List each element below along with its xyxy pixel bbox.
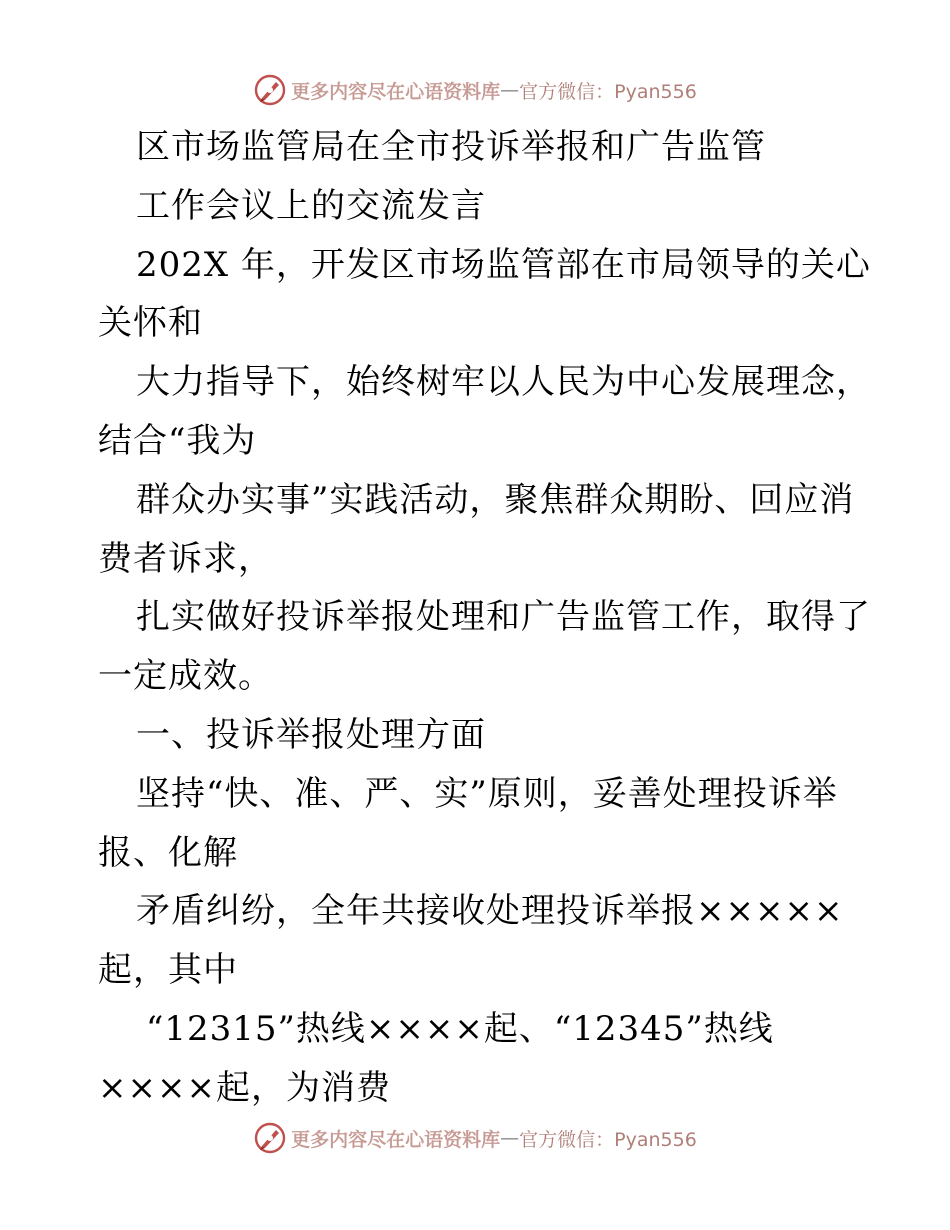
text-line: 坚持“快、准、严、实”原则，妥善处理投诉举 — [136, 773, 838, 814]
pen-logo-icon — [253, 1121, 287, 1155]
document-body — [98, 118, 871, 1118]
text-line: 扎实做好投诉举报处理和广告监管工作，取得了 — [136, 597, 871, 638]
text-line: 大力指导下，始终树牢以人民为中心发展理念， — [136, 362, 871, 403]
header-watermark — [0, 70, 950, 110]
text-line: ××××起，为消费 — [98, 1067, 391, 1108]
text-line: “12315”热线××××起、“12345”热线 — [146, 1008, 774, 1049]
text-line: 矛盾纠纷，全年共接收处理投诉举报××××× — [136, 891, 844, 932]
section-heading: 一、投诉举报处理方面 — [136, 714, 486, 755]
text-line: 一定成效。 — [98, 656, 273, 697]
text-line: 关怀和 — [98, 303, 203, 344]
watermark-separator: — — [500, 79, 520, 101]
watermark-separator: — — [500, 1127, 520, 1149]
watermark-label: 官方微信：Pyan556 — [519, 80, 697, 103]
footer-watermark — [0, 1118, 950, 1158]
text-line: 起，其中 — [98, 950, 238, 991]
text-line: 费者诉求， — [98, 538, 273, 579]
text-line: 区市场监管局在全市投诉举报和广告监管 — [136, 127, 766, 167]
text-line: 报、化解 — [98, 832, 238, 873]
watermark-brand: 更多内容尽在心语资料库 — [291, 80, 501, 103]
watermark-brand: 更多内容尽在心语资料库 — [291, 1128, 501, 1151]
text-line: 结合“我为 — [98, 420, 257, 461]
text-line: 工作会议上的交流发言 — [136, 185, 486, 226]
pen-logo-icon — [253, 73, 287, 107]
watermark-label: 官方微信：Pyan556 — [519, 1128, 697, 1151]
text-line: 群众办实事”实践活动，聚焦群众期盼、回应消 — [136, 479, 855, 520]
text-line: 202X 年，开发区市场监管部在市局领导的关心 — [136, 244, 871, 285]
